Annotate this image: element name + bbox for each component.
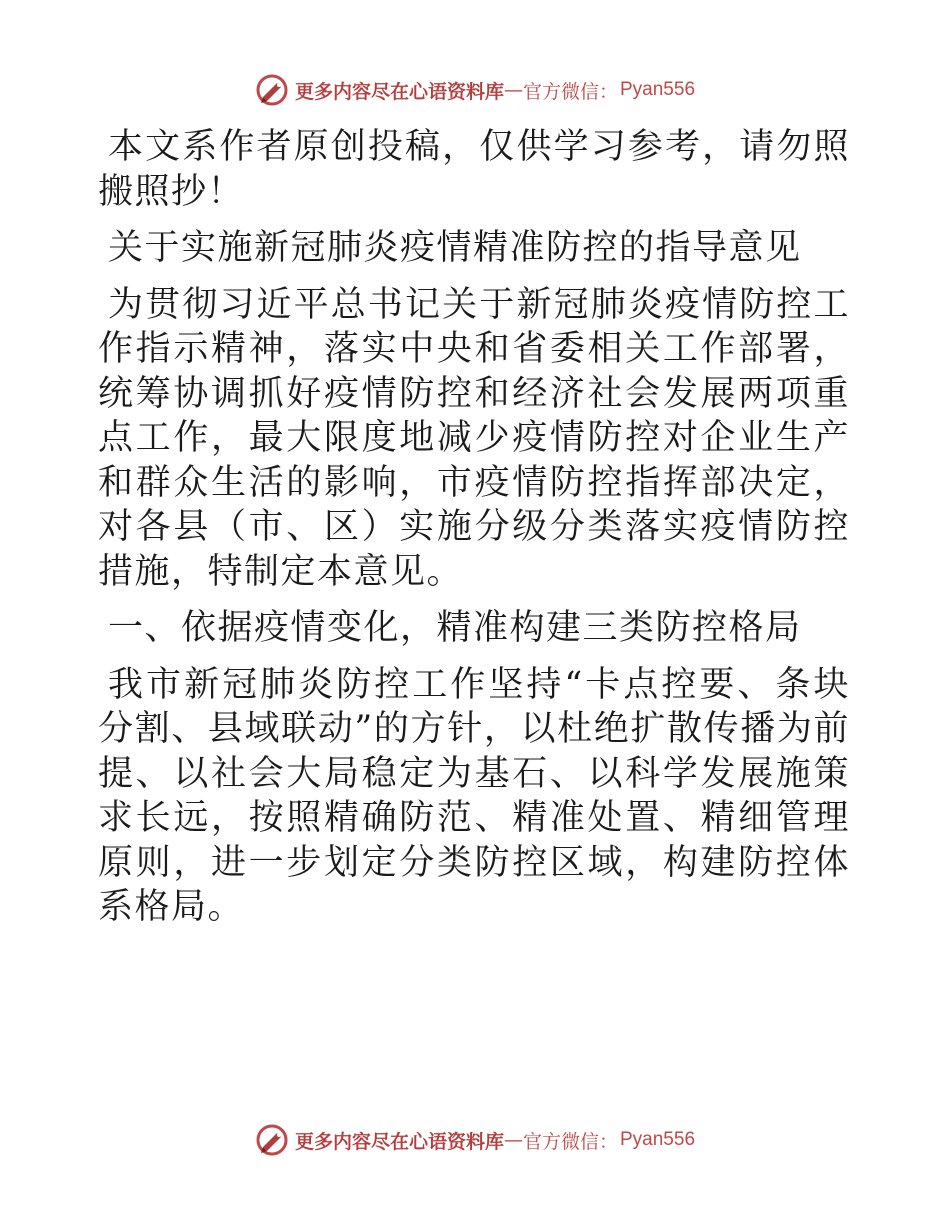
watermark-wechat-id: Pyan556	[620, 79, 696, 100]
watermark-lead: 更多内容尽在心语资料库	[294, 1130, 504, 1153]
document-title: 关于实施新冠肺炎疫情精准防控的指导意见	[108, 228, 802, 268]
header-watermark	[0, 70, 950, 110]
section-heading: 一、依据疫情变化，精准构建三类防控格局	[108, 608, 802, 648]
watermark-tail: 官方微信：	[522, 80, 618, 103]
document-body	[98, 125, 850, 942]
intro-paragraph: 为贯彻习近平总书记关于新冠肺炎疫情防控工作指示精神，落实中央和省委相关工作部署，统筹协调抓好疫情防控和经济社会发展两项重点工作，最大限度地减少疫情防控对企业生产和群众生活的影响，市疫情防控指挥部决定，对各县（市、区）实施分级分类落实疫情防控措施，特制定本意见。	[98, 284, 850, 592]
footer-watermark	[0, 1120, 950, 1160]
watermark-wechat-id: Pyan556	[620, 1129, 696, 1150]
watermark-tail: 官方微信：	[522, 1130, 618, 1153]
pen-logo-icon	[255, 1123, 289, 1157]
body-paragraph: 我市新冠肺炎防控工作坚持“卡点控要、条块分割、县域联动”的方针，以杜绝扩散传播为前提、以社会大局稳定为基石、以科学发展施策求长远，按照精确防范、精准处置、精细管理原则，进一步划定分类防控区域，构建防控体系格局。	[98, 664, 850, 927]
disclaimer-paragraph: 本文系作者原创投稿，仅供学习参考，请勿照搬照抄！	[98, 127, 850, 212]
watermark-separator: —	[503, 1129, 523, 1151]
pen-logo-icon	[255, 73, 289, 107]
watermark-separator: —	[503, 79, 523, 101]
watermark-lead: 更多内容尽在心语资料库	[294, 80, 504, 103]
